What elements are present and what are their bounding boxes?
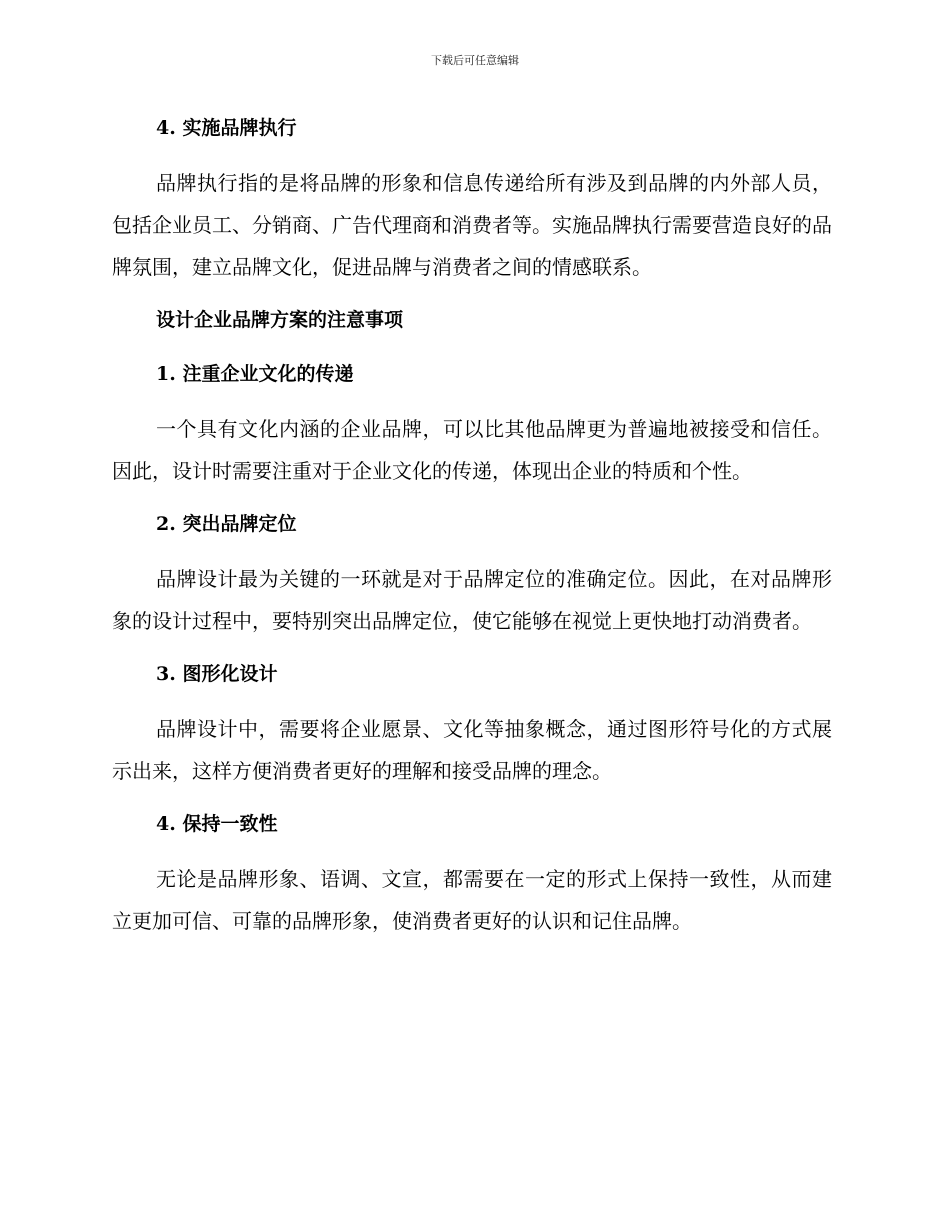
section-heading: 4. 实施品牌执行 bbox=[156, 117, 297, 139]
page-header: 下载后可任意编辑 bbox=[431, 54, 519, 67]
section-paragraph: 无论是品牌形象、语调、文宣，都需要在一定的形式上保持一致性，从而建立更加可信、可靠的品牌形象，使消费者更好的认识和记住品牌。 bbox=[112, 867, 832, 933]
section-heading: 1. 注重企业文化的传递 bbox=[156, 363, 354, 385]
section-heading: 2. 突出品牌定位 bbox=[156, 513, 297, 535]
document-body bbox=[112, 108, 832, 942]
section-paragraph: 品牌设计中，需要将企业愿景、文化等抽象概念，通过图形符号化的方式展示出来，这样方便消费者更好的理解和接受品牌的理念。 bbox=[112, 717, 832, 783]
section-paragraph: 一个具有文化内涵的企业品牌，可以比其他品牌更为普遍地被接受和信任。因此，设计时需要注重对于企业文化的传递，体现出企业的特质和个性。 bbox=[112, 417, 832, 483]
section-paragraph: 品牌执行指的是将品牌的形象和信息传递给所有涉及到品牌的内外部人员，包括企业员工、分销商、广告代理商和消费者等。实施品牌执行需要营造良好的品牌氛围，建立品牌文化，促进品牌与消费者之间的情感联系。 bbox=[112, 171, 832, 279]
section-heading: 3. 图形化设计 bbox=[156, 663, 278, 685]
section-heading: 4. 保持一致性 bbox=[156, 813, 278, 835]
section-heading: 设计企业品牌方案的注意事项 bbox=[156, 309, 404, 331]
section-paragraph: 品牌设计最为关键的一环就是对于品牌定位的准确定位。因此，在对品牌形象的设计过程中，要特别突出品牌定位，使它能够在视觉上更快地打动消费者。 bbox=[112, 567, 832, 633]
